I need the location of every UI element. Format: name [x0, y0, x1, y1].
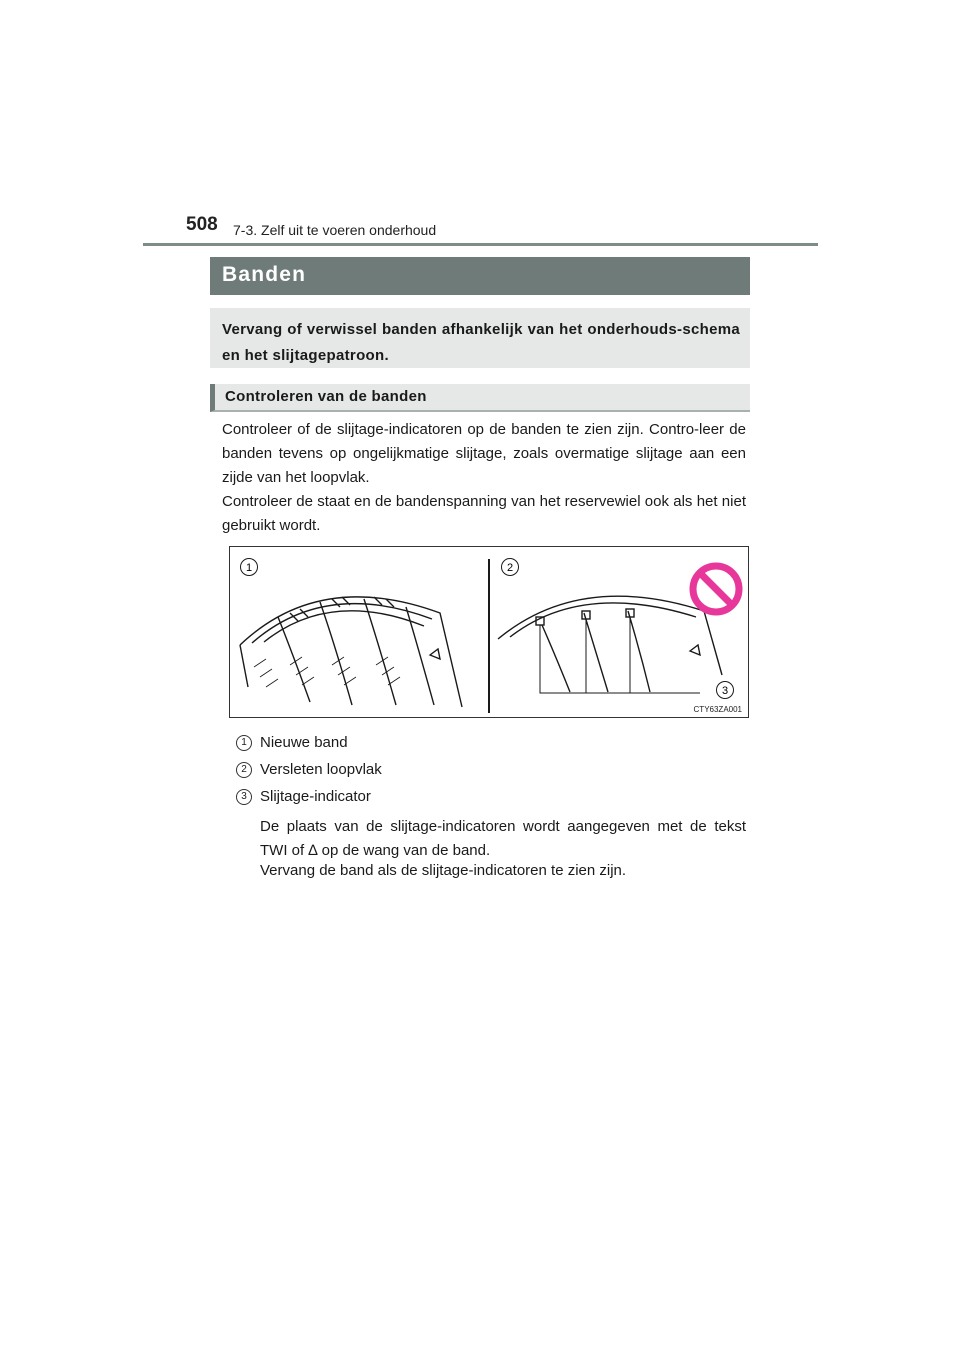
legend-number: 2 [236, 762, 252, 778]
intro-text: Vervang of verwissel banden afhankelijk van het onderhouds-schema en het slijtagepatroon. [210, 308, 750, 368]
legend-number: 1 [236, 735, 252, 751]
note-indicator-location: De plaats van de slijtage-indicatoren wordt aangegeven met de tekst TWI of ∆ op de wang van de band. [260, 818, 746, 859]
page-number: 508 [186, 214, 218, 235]
wear-indicator-leaders [540, 617, 700, 693]
callout-2 [502, 559, 519, 576]
subsection-title: Controleren van de banden [210, 384, 750, 412]
svg-text:2: 2 [506, 562, 514, 574]
breadcrumb: 7-3. Zelf uit te voeren onderhoud [233, 222, 437, 238]
figure-code: CTY63ZA001 [693, 705, 742, 714]
section-title: Banden [210, 257, 750, 295]
legend-number: 3 [236, 789, 252, 805]
svg-text:3: 3 [721, 685, 729, 697]
header-divider [143, 243, 818, 246]
legend-label: Slijtage-indicator [260, 788, 371, 805]
tyre-wear-illustration [229, 546, 749, 718]
prohibition-icon [693, 566, 739, 612]
paragraph-spare-tyre: Controleer de staat en de bandenspanning van het reservewiel ook als het niet gebruikt wordt. [222, 493, 746, 534]
legend-label: Nieuwe band [260, 734, 348, 751]
new-tyre-treads [254, 657, 400, 687]
new-tyre-drawing [240, 597, 462, 707]
svg-text:1: 1 [245, 562, 253, 574]
paragraph-check-indicators: Controleer of de slijtage-indicatoren op de banden te zien zijn. Contro-leer de banden tevens op ongelijkmatige slijtage, zoals overmatige slijtage aan een zijde van het loopvlak. [222, 421, 746, 486]
worn-tyre-drawing [498, 596, 722, 692]
callout-1 [241, 559, 258, 576]
note-replace-tyre: Vervang de band als de slijtage-indicatoren te zien zijn. [260, 862, 627, 879]
callout-3 [717, 682, 734, 699]
legend-label: Versleten loopvlak [260, 761, 382, 778]
